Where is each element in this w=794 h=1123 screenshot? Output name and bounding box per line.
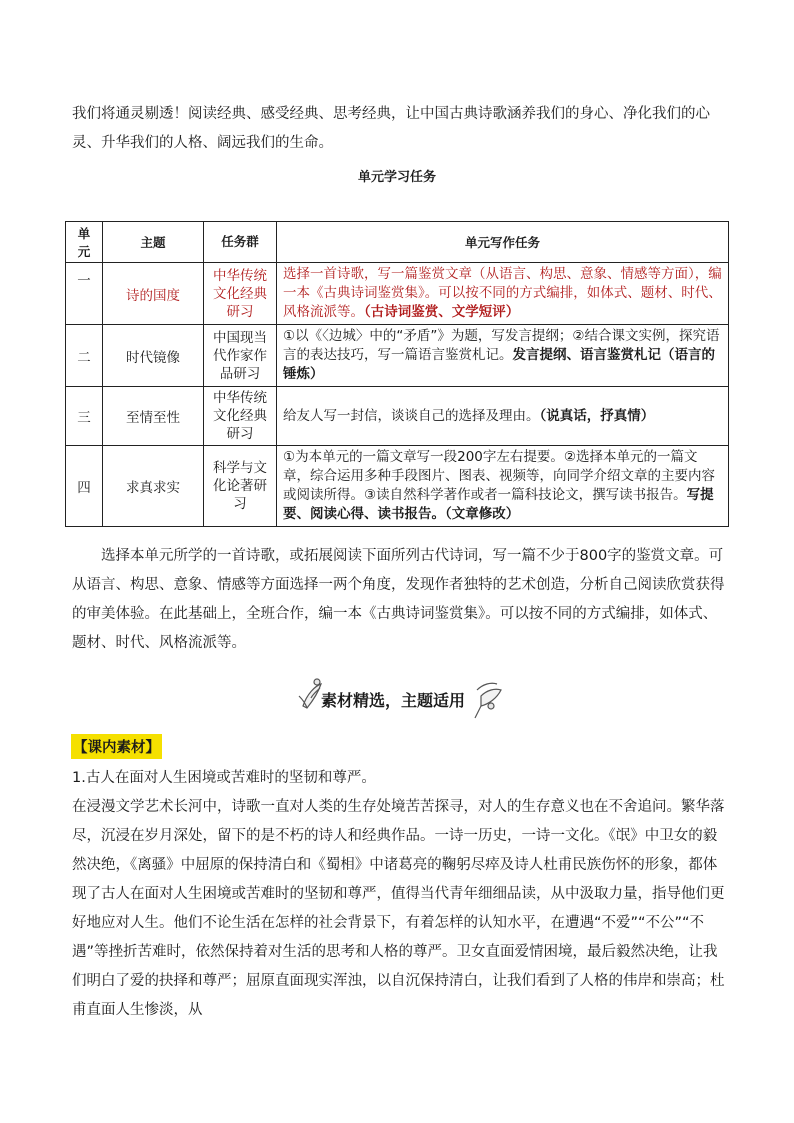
task-emphasis: （古诗词鉴赏、文学短评） (364, 304, 520, 320)
task-emphasis: 发言提纲、语言鉴赏札记（语言的锤炼） (283, 347, 715, 382)
row-theme: 求真求实 (103, 446, 204, 527)
row-theme: 至情至性 (103, 387, 204, 446)
row-unit: 四 (66, 446, 103, 527)
in-class-material-tag: 【课内素材】 (71, 734, 162, 759)
table-title: 单元学习任务 (357, 170, 436, 185)
row-theme: 诗的国度 (103, 263, 204, 325)
table-row (66, 263, 729, 325)
header-writing-task: 单元写作任务 (277, 222, 729, 263)
task-emphasis: （说真话，抒真情） (539, 407, 655, 424)
table-row (66, 387, 729, 446)
row-task-group: 中华传统文化经典研习 (204, 263, 277, 325)
material-body: 在浸漫文学艺术长河中，诗歌一直对人类的生存处境苦苦探寻，对人的生存意义也在不舍追问。繁华落尽，沉浸在岁月深处，留下的是不朽的诗人和经典作品。一诗一历史，一诗一文化。《氓》中卫女的毅然决绝，《离骚》中屈原的保持清白和《蜀相》中诸葛亮的鞠躬尽瘁及诗人杜甫民族伤怀的形象，都体现了古人在面对人生困境或苦难时的坚韧和尊严，值得当代青年细细品读，从中汲取力量，指导他们更好地应对人生。他们不论生活在怎样的社会背景下，有着怎样的认知水平，在遭遇“不爱”“不公”“不遇”等挫折苦难时，依然保持着对生活的思考和人格的尊严。卫女直面爱情困境，最后毅然决绝，让我们明白了爱的抉择和尊严；屈原直面现实浑浊，以自沉保持清白，让我们看到了人格的伟岸和崇高；杜甫直面人生惨淡，从 (72, 799, 725, 1018)
header-task-group: 任务群 (204, 222, 277, 263)
table-row (66, 446, 729, 527)
header-theme: 主题 (103, 222, 204, 263)
material-heading: 1.古人在面对人生困境或苦难时的坚韧和尊严。 (72, 770, 376, 786)
row-unit: 一 (66, 263, 103, 325)
row-unit: 二 (66, 325, 103, 387)
task-text: ①以《〈边城〉中的“矛盾”》为题，写发言提纲；②结合课文实例，探究语言的表达技巧，写一篇语言鉴赏札记。 (283, 328, 720, 363)
table-row (66, 325, 729, 387)
row-task-group: 中华传统文化经典研习 (204, 387, 277, 446)
task-text: 给友人写一封信，谈谈自己的选择及理由。 (283, 407, 540, 424)
row-task-group: 中国现当代作家作品研习 (204, 325, 277, 387)
task-text: 选择一首诗歌，写一篇鉴赏文章（从语言、构思、意象、情感等方面），编一本《古典诗词鉴赏集》。可以按不同的方式编排，如体式、题材、时代、风格流派等。 (283, 266, 722, 320)
row-unit: 三 (66, 387, 103, 446)
row-theme: 时代镜像 (103, 325, 204, 387)
header-unit: 单元 (66, 222, 103, 263)
row-writing-task (277, 387, 729, 446)
section-banner-title: 素材精选，主题适用 (321, 691, 466, 710)
row-task-group: 科学与文化论著研习 (204, 446, 277, 527)
intro-paragraph: 我们将通灵剔透！阅读经典、感受经典、思考经典，让中国古典诗歌涵养我们的身心、净化我们的心灵、升华我们的人格、阔远我们的生命。 (72, 106, 710, 151)
row-writing-task (277, 263, 729, 325)
task-emphasis: 写提要、阅读心得、读书报告。（文章修改） (283, 487, 714, 522)
table-header-row (66, 222, 729, 263)
row-writing-task (277, 446, 729, 527)
section-banner (297, 676, 507, 720)
task-text: ①为本单元的一篇文章写一段200字左右提要。②选择本单元的一篇文章，综合运用多种手段图片、图表、视频等，向同学介绍文章的主要内容或阅读所得。③读自然科学著作或者一篇科技论文，撰写读书报告。 (283, 449, 715, 503)
unit-task-table (65, 221, 729, 527)
row-writing-task (277, 325, 729, 387)
writing-prompt-paragraph: 选择本单元所学的一首诗歌，或拓展阅读下面所列古代诗词，写一篇不少于800字的鉴赏文章。可从语言、构思、意象、情感等方面选择一两个角度，发现作者独特的艺术创造，分析自己阅读欣赏获得的审美体验。在此基础上，全班合作，编一本《古典诗词鉴赏集》。可以按不同的方式编排，如体式、题材、时代、风格流派等。 (72, 548, 725, 651)
